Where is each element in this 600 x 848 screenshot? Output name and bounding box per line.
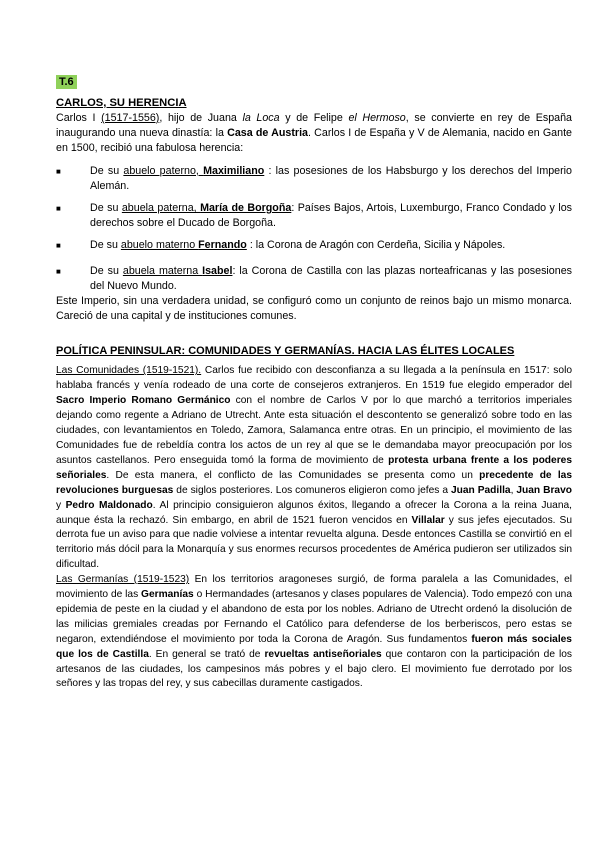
relative-name: Fernando [198, 239, 247, 252]
italic-text: el Hermoso [348, 112, 406, 124]
bullet-icon: ■ [56, 204, 61, 214]
relative-label: abuela materna [122, 264, 203, 277]
relative-name: Maximiliano [203, 164, 265, 177]
relative-label: abuela paterna, [121, 202, 201, 215]
bullet-icon: ■ [56, 241, 61, 251]
bullet-icon: ■ [56, 166, 61, 176]
comunidades-paragraph [56, 364, 572, 573]
text: : la Corona de Aragón con Cerdeña, Sicilia y Nápoles. [246, 239, 506, 252]
text: . Al principio consiguieron algunos éxitos, llegando a ofrecer la Corona a la reina Juana, aunque ésta la rechazó. Sin embargo, en abril de 1521 fueron vencidos en [56, 499, 573, 526]
bold-text: protesta urbana frente a los poderes señoriales [56, 454, 572, 481]
relative-name: María de Borgoña [200, 202, 292, 215]
text: y [56, 499, 66, 511]
comunidades-label: Las Comunidades (1519-1521). [56, 365, 202, 377]
text: de siglos posteriores. Los comuneros eligieron como jefes a [173, 484, 451, 496]
relative-label: abuelo materno [120, 239, 199, 252]
list-item [56, 164, 572, 194]
list-item-text [90, 164, 572, 194]
closing-paragraph: Este Imperio, sin una verdadera unidad, se configuró como un conjunto de reinos bajo un mismo monarca. Careció de una capital y de instituciones comunes. [56, 295, 572, 323]
bullet-icon: ■ [56, 266, 61, 276]
bold-text: Pedro Maldonado [65, 499, 153, 511]
list-item [56, 201, 572, 231]
text: . En general se trató de [148, 648, 265, 660]
text: , se convierte en rey de España inaugurando una nueva dinastía: la [56, 112, 572, 140]
intro-paragraph [56, 111, 572, 157]
text: , hijo de Juana [159, 112, 243, 124]
text: y de Felipe [279, 112, 349, 124]
text: Carlos fue recibido con desconfianza a su llegada a la península en 1517: solo hablaba francés y venía rodeado de una corte de consejeros extranjeros. En 1519 fue elegido emperador del [56, 365, 572, 392]
text: y sus jefes ejecutados. Su derrota fue un aviso para que nadie volviese a intentar revuelta alguna. Desde entonces Castilla se convirtió en el territorio más dócil para la Monarquía y sus enormes recursos procedentes de América pudieron ser utilizados sin dificultad. [56, 514, 572, 571]
list-item-text [90, 238, 572, 253]
text: : las posesiones de los Habsburgo y los derechos del Imperio Alemán. [90, 164, 572, 192]
bold-text: Juan Padilla [450, 484, 511, 496]
bold-text: Villalar [411, 514, 445, 526]
text: : Países Bajos, Artois, Luxemburgo, Franco Condado y los derechos sobre el Ducado de Borgoña. [90, 202, 573, 230]
section-title-politica: POLÍTICA PENINSULAR: COMUNIDADES Y GERMANÍAS. HACIA LAS ÉLITES LOCALES [56, 345, 515, 358]
list-item-text [90, 264, 572, 294]
reign-dates: (1517-1556) [101, 112, 160, 124]
germanias-label: Las Germanías (1519-1523) [56, 574, 190, 586]
relative-name: Isabel [202, 264, 233, 277]
text: : la Corona de Castilla con las plazas norteafricanas y las posesiones del Nuevo Mundo. [90, 264, 572, 292]
bold-text: Casa de Austria [227, 127, 308, 140]
list-item [56, 238, 572, 253]
text: que contaron con la participación de los artesanos de las ciudades, los campesinos más pobres y el bajo clero. El movimiento fue derrotado por los señores y las tropas del rey, y sus cabecillas duramente castigados. [56, 648, 572, 690]
text: . De esta manera, el conflicto de las Comunidades se presenta como un [106, 469, 480, 481]
bold-text: fueron más sociales que los de Castilla [56, 633, 572, 660]
text: De su [90, 264, 123, 277]
bold-text: revueltas antiseñoriales [264, 648, 382, 660]
italic-text: la Loca [242, 112, 280, 124]
text: Carlos I [56, 112, 102, 124]
bold-text: Germanías [141, 589, 194, 601]
text: En los territorios aragoneses surgió, de forma paralela a las Comunidades, el movimiento de las [56, 574, 573, 601]
section-title-herencia: CARLOS, SU HERENCIA [56, 97, 187, 109]
topic-tag: T.6 [56, 75, 77, 89]
bold-text: precedente de las revoluciones burguesas [56, 469, 572, 496]
text: , [510, 484, 517, 496]
document-page [56, 72, 572, 692]
list-item-text [90, 201, 572, 231]
bold-text: Juan Bravo [516, 484, 572, 496]
relative-label: abuelo paterno, [123, 164, 204, 177]
text: o Hermandades (artesanos y clases populares de Valencia). Todo empezó con una epidemia de peste en la ciudad y el abandono de esta por los nobles. Adriano de Utrecht ordenó la disolución de las milicias gremiales creadas por Fernando el Católico para defenderse de los berberiscos, pero estas se negaron, extendiéndose el movimiento por toda la Corona de Aragón. Sus fundamentos [56, 589, 572, 645]
bold-text: Sacro Imperio Romano Germánico [56, 395, 231, 407]
text: con el nombre de Carlos V por lo que marchó a territorios imperiales dejando como regente a Adriano de Utrecht. Ante esta situación el descontento se generalizó sobre todo en las ciudades, con levantamientos en Toledo, Zamora, Salamanca entre otras. En un principio, el movimiento de las Comunidades fue de rebeldía contra los actos de un rey al que se le demandaba mayor preocupación por los asuntos castellanos. Pero enseguida tomó la forma de movimiento de [56, 395, 572, 466]
text: De su [90, 202, 122, 215]
germanias-paragraph [56, 573, 572, 692]
text: De su [90, 239, 121, 252]
text: De su [90, 164, 124, 177]
text: . Carlos I de España y V de Alemania, nacido en Gante en 1500, recibió una fabulosa herencia: [56, 127, 572, 155]
list-item [56, 264, 572, 294]
